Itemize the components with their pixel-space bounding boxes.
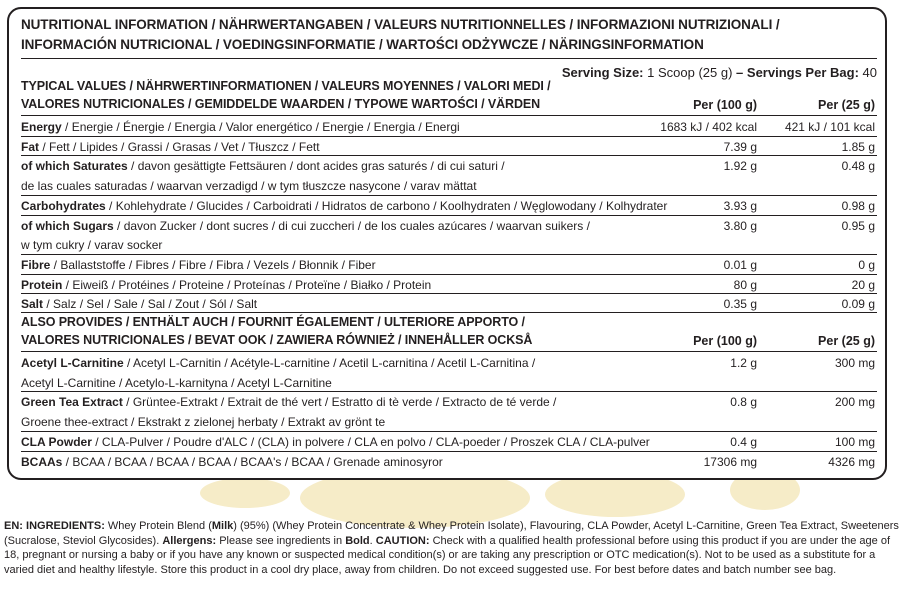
- nutrient-translations: / BCAA / BCAA / BCAA / BCAA / BCAA's / BCAA / Grenade aminosyror: [62, 454, 443, 469]
- nutrient-translations: / CLA-Pulver / Poudre d'ALC / (CLA) in polvere / CLA en polvo / CLA-poeder / Proszek CLA / CLA-pulver: [91, 434, 650, 449]
- value-per-100g: 3.80 g: [723, 218, 757, 233]
- value-per-100g: 0.01 g: [723, 257, 757, 272]
- row-label: [21, 393, 556, 411]
- value-per-100g: 0.35 g: [723, 297, 757, 312]
- row-label: [21, 197, 667, 215]
- value-per-25g: 0.09 g: [841, 297, 875, 312]
- row-divider: [21, 451, 877, 452]
- value-per-25g: 20 g: [851, 277, 875, 292]
- value-per-25g: 0.98 g: [841, 198, 875, 213]
- nutrient-translations: / Ballaststoffe / Fibres / Fibre / Fibra / Vezels / Błonnik / Fiber: [50, 257, 376, 272]
- row-label: [21, 433, 650, 451]
- nutrient-name: Salt: [21, 297, 44, 312]
- nutrient-name: of which Sugars: [21, 218, 114, 233]
- allergens-text-a: Please see ingredients in: [219, 534, 343, 547]
- row-label: [21, 217, 590, 235]
- serving-size-value: 1 Scoop (25 g): [647, 65, 733, 80]
- value-per-25g: 0.95 g: [841, 218, 875, 233]
- nutrient-name: Energy: [21, 120, 62, 134]
- ingredients-text-a: Whey Protein Blend (: [107, 520, 212, 532]
- typical-values-header-line-1: TYPICAL VALUES / NÄHRWERTINFORMATIONEN / VALEURS MOYENNES / VALORI MEDI /: [21, 79, 551, 93]
- allergens-label: Allergens:: [162, 534, 217, 547]
- serving-size-label: Serving Size:: [561, 65, 644, 80]
- also-provides-header-line-2: VALORES NUTRICIONALES / BEVAT OOK / ZAWIERA RÓWNIEŻ / INNEHÅLLER OCKSÅ: [21, 333, 533, 347]
- value-per-25g: 0 g: [858, 257, 875, 272]
- value-per-100g: 1683 kJ / 402 kcal: [660, 120, 757, 134]
- serving-separator: –: [736, 65, 744, 80]
- row-label: [21, 118, 460, 136]
- divider: [21, 58, 877, 59]
- ingredients-label: INGREDIENTS:: [26, 520, 105, 532]
- nutrition-panel: [7, 7, 887, 480]
- servings-per-bag-value: 40: [862, 65, 877, 80]
- nutrient-name: Green Tea Extract: [21, 395, 123, 410]
- row-label: [21, 295, 257, 313]
- also-col-per-100g: Per (100 g): [693, 334, 757, 348]
- also-col-per-25g: Per (25 g): [818, 334, 875, 348]
- also-provides-header-line-1: ALSO PROVIDES / ENTHÄLT AUCH / FOURNIT ÉGALEMENT / ULTERIORE APPORTO /: [21, 315, 525, 329]
- value-per-100g: 17306 mg: [703, 454, 757, 469]
- value-per-100g: 7.39 g: [723, 139, 757, 154]
- nutrient-translations-cont: de las cuales saturadas / waarvan verzadigd / w tym tłuszcze nasycone / varav mättat: [21, 179, 477, 194]
- nutrient-name: BCAAs: [21, 454, 63, 469]
- ingredients-text-b: ) (95%) (Whey Protein Concentrate & Whey Protein Isolate), Flavouring, CLA Powder, Acetyl L-Carnitine, Green Tea Extract, Sweeteners (Sucralose, Steviol Glycosides).: [4, 520, 899, 547]
- typical-col-per-25g: Per (25 g): [818, 98, 875, 112]
- nutrient-name: of which Saturates: [21, 159, 128, 174]
- nutrient-name: CLA Powder: [21, 434, 92, 449]
- row-label: [21, 354, 535, 372]
- allergens-text-b: .: [369, 534, 373, 547]
- nutrient-translations-cont: Groene thee-extract / Ekstrakt z zielonej herbaty / Extrakt av grönt te: [21, 415, 386, 430]
- row-divider: [21, 431, 877, 432]
- nutrient-translations: / davon gesättigte Fettsäuren / dont acides gras saturés / di cui saturi /: [127, 159, 505, 174]
- row-divider: [21, 254, 877, 255]
- value-per-100g: 0.4 g: [730, 434, 757, 449]
- divider: [21, 312, 877, 313]
- nutrient-translations-cont: Acetyl L-Carnitine / Acetylo-L-karnityna / Acetyl L-Carnitine: [21, 375, 332, 390]
- row-divider: [21, 293, 877, 294]
- row-divider: [21, 195, 877, 196]
- value-per-100g: 1.92 g: [723, 159, 757, 174]
- ingredients-milk: Milk: [211, 520, 234, 532]
- nutrient-translations: / Energie / Énergie / Energia / Valor energético / Energie / Energia / Energi: [61, 120, 460, 134]
- row-divider: [21, 155, 877, 156]
- row-label: [21, 157, 505, 175]
- nutrient-translations: / Salz / Sel / Sale / Sal / Zout / Sól / Salt: [43, 297, 258, 312]
- panel-title-line-1: NUTRITIONAL INFORMATION / NÄHRWERTANGABEN / VALEURS NUTRITIONNELLES / INFORMAZIONI NUTRIZIONALI /: [21, 17, 780, 32]
- allergens-bold-word: Bold: [345, 534, 370, 547]
- row-divider: [21, 391, 877, 392]
- nutrient-translations: / Fett / Lipides / Grassi / Grasas / Vet / Tłuszcz / Fett: [39, 139, 320, 154]
- nutrient-translations: / davon Zucker / dont sucres / di cui zuccheri / de los cuales azúcares / waarvan suikers /: [113, 218, 590, 233]
- value-per-25g: 200 mg: [834, 395, 875, 410]
- panel-title-line-2: INFORMACIÓN NUTRICIONAL / VOEDINGSINFORMATIE / WARTOŚCI ODŻYWCZE / NÄRINGSINFORMATION: [21, 37, 704, 52]
- nutrient-translations: / Eiweiß / Protéines / Proteine / Proteínas / Proteïne / Białko / Protein: [62, 277, 432, 292]
- footer-text: [4, 519, 904, 577]
- nutrient-translations-cont: w tym cukry / varav socker: [21, 238, 163, 253]
- divider: [21, 351, 877, 352]
- nutrient-name: Acetyl L-Carnitine: [21, 356, 124, 370]
- row-divider: [21, 274, 877, 275]
- caution-label: CAUTION:: [375, 534, 430, 547]
- value-per-100g: 1.2 g: [730, 356, 757, 370]
- nutrient-translations: / Grüntee-Extrakt / Extrait de thé vert / Estratto di tè verde / Extracto de té verde /: [122, 395, 557, 410]
- nutrient-translations: / Acetyl L-Carnitin / Acétyle-L-carnitine / Acetil L-carnitina / Acetil L-Carnitina /: [123, 356, 536, 370]
- row-divider: [21, 215, 877, 216]
- nutrient-name: Carbohydrates: [21, 198, 106, 213]
- value-per-100g: 3.93 g: [723, 198, 757, 213]
- row-divider: [21, 136, 877, 137]
- value-per-100g: 80 g: [733, 277, 757, 292]
- typical-values-header-line-2: VALORES NUTRICIONALES / GEMIDDELDE WAARDEN / TYPOWE WARTOŚCI / VÄRDEN: [21, 97, 541, 111]
- nutrient-translations: / Kohlehydrate / Glucides / Carboidrati / Hidratos de carbono / Koolhydraten / Węglowodany / Kolhydrater: [105, 198, 668, 213]
- value-per-25g: 1.85 g: [841, 139, 875, 154]
- servings-per-bag-label: Servings Per Bag:: [746, 65, 859, 80]
- value-per-25g: 300 mg: [834, 356, 875, 370]
- splash-decoration: [200, 478, 290, 508]
- row-label: [21, 453, 443, 471]
- value-per-25g: 421 kJ / 101 kcal: [784, 120, 875, 134]
- nutrient-name: Protein: [21, 277, 63, 292]
- footer-lang-code: EN:: [4, 520, 23, 532]
- divider: [21, 115, 877, 116]
- value-per-100g: 0.8 g: [730, 395, 757, 410]
- value-per-25g: 0.48 g: [841, 159, 875, 174]
- row-label: [21, 256, 376, 274]
- typical-col-per-100g: Per (100 g): [693, 98, 757, 112]
- row-label: [21, 276, 431, 294]
- value-per-25g: 4326 mg: [828, 454, 875, 469]
- serving-info: [562, 65, 877, 80]
- row-label: [21, 138, 320, 156]
- value-per-25g: 100 mg: [834, 434, 875, 449]
- nutrient-name: Fat: [21, 139, 39, 154]
- nutrient-name: Fibre: [21, 257, 51, 272]
- caution-text: Check with a qualified health professional before using this product if you are under the age of 18, pregnant or nursing a baby or if you have any known or suspected medical condition(s) or are taking any prescription or OTC medication(s). Not to be used as a substitute for a varied diet and healthy lifestyle. Store this product in a cool dry place, away from children. Do not exceed suggested use. For best before dates and batch number see bag.: [4, 534, 891, 576]
